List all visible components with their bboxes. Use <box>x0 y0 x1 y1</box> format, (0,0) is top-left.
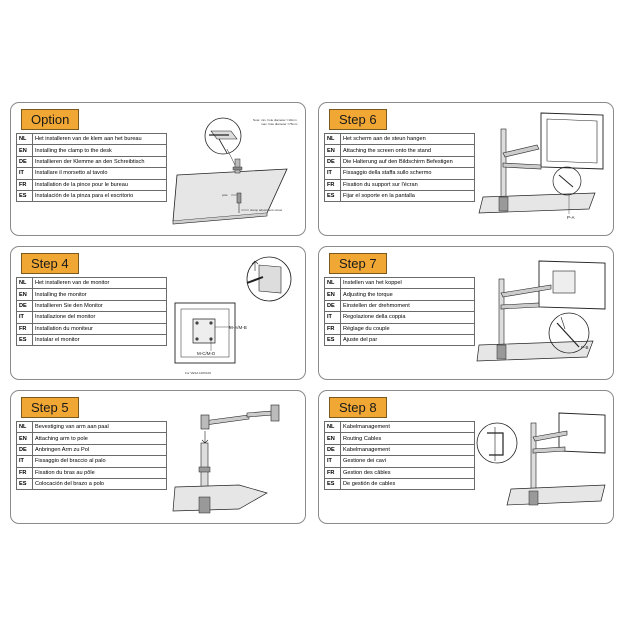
table-row: EN Installing the clamp to the desk <box>17 145 167 156</box>
table-row: NL Het scherm aan de steun hangen <box>325 134 475 145</box>
table-row: DE Installieren Sie den Monitor <box>17 300 167 311</box>
table-row: ES De gestión de cables <box>325 478 475 489</box>
desk-clamp-diagram <box>167 109 301 233</box>
table-row: EN Routing Cables <box>325 433 475 444</box>
option-card <box>10 102 306 236</box>
table-row: DE Kabelmanagement <box>325 444 475 455</box>
table-row: DE Die Halterung auf den Bildschirm Befestigen <box>325 156 475 167</box>
table-row: DE Installieren der Klemme an den Schreibtisch <box>17 156 167 167</box>
table-row: EN Installing the monitor <box>17 289 167 300</box>
table-row: NL Het installeren van de monitor <box>17 278 167 289</box>
card-title: Step 5 <box>21 397 79 418</box>
table-row: FR Installation du moniteur <box>17 323 167 334</box>
table-row: FR Gestion des câbles <box>325 467 475 478</box>
step-8-card <box>318 390 614 524</box>
table-row: ES Fijar el soporte en la pantalla <box>325 190 475 201</box>
table-row: DE Anbringen Arm zu Pol <box>17 444 167 455</box>
step-6-card <box>318 102 614 236</box>
svg-text:M-A/M-B: M-A/M-B <box>229 325 247 330</box>
torque-adjust-diagram <box>475 253 609 377</box>
table-row: IT Fissaggio del braccio al palo <box>17 456 167 467</box>
step-4-card <box>10 246 306 380</box>
svg-text:P-B: P-B <box>581 345 589 350</box>
table-row: IT Fissaggio della staffa sullo schermo <box>325 168 475 179</box>
table-row: FR Réglage du couple <box>325 323 475 334</box>
torque-illustration <box>475 253 609 377</box>
table-row: EN Adjusting the torque <box>325 289 475 300</box>
monitor-stand-diagram <box>475 109 609 233</box>
step-7-card <box>318 246 614 380</box>
card-title: Step 7 <box>329 253 387 274</box>
table-row: NL Instellen van het koppel <box>325 278 475 289</box>
card-title: Step 8 <box>329 397 387 418</box>
table-row: IT Regolazione della coppia <box>325 312 475 323</box>
arm-attach-diagram <box>167 397 301 521</box>
table-row: NL Het installeren van de klem aan het bureau <box>17 134 167 145</box>
vesa-plate-diagram <box>167 253 301 377</box>
svg-text:For VESA 100X100: For VESA 100X100 <box>185 371 212 375</box>
clamp-illustration <box>167 109 301 233</box>
language-table <box>16 421 167 490</box>
svg-text:clamp adjustment screw: clamp adjustment screw <box>250 208 283 212</box>
language-table <box>16 277 167 346</box>
table-row: EN Attaching arm to pole <box>17 433 167 444</box>
cable-routing-illustration <box>475 397 609 521</box>
language-table <box>324 277 475 346</box>
svg-text:pole: pole <box>222 193 228 197</box>
screen-attach-illustration <box>475 109 609 233</box>
svg-text:Note: min. hole diameter =10mm: Note: min. hole diameter =10mm <box>253 118 297 122</box>
language-table <box>324 421 475 490</box>
table-row: ES Colocación del brazo a polo <box>17 478 167 489</box>
table-row: ES Instalar el monitor <box>17 334 167 345</box>
table-row: IT Installare il morsetto al tavolo <box>17 168 167 179</box>
cable-management-diagram <box>475 397 609 521</box>
arm-pole-illustration <box>167 397 301 521</box>
card-title: Option <box>21 109 79 130</box>
table-row: FR Fixation du support sur l'écran <box>325 179 475 190</box>
svg-text:P-A: P-A <box>567 215 575 220</box>
table-row: EN Attaching the screen onto the stand <box>325 145 475 156</box>
step-5-card <box>10 390 306 524</box>
svg-text:max. hole diameter =76mm: max. hole diameter =76mm <box>261 122 298 126</box>
table-row: NL Kabelmanagement <box>325 422 475 433</box>
table-row: IT Installazione del monitor <box>17 312 167 323</box>
card-title: Step 6 <box>329 109 387 130</box>
svg-text:M-C/M-D: M-C/M-D <box>197 351 216 356</box>
table-row: DE Einstellen der drehmoment <box>325 300 475 311</box>
table-row: FR Installation de la pince pour le bureau <box>17 179 167 190</box>
table-row: NL Bevestiging van arm aan paal <box>17 422 167 433</box>
language-table <box>16 133 167 202</box>
table-row: ES Instalación de la pinza para el escritorio <box>17 190 167 201</box>
card-title: Step 4 <box>21 253 79 274</box>
table-row: FR Fixation du bras au pôle <box>17 467 167 478</box>
table-row: IT Gestione dei cavi <box>325 456 475 467</box>
monitor-install-illustration <box>167 253 301 377</box>
language-table <box>324 133 475 202</box>
table-row: ES Ajuste del par <box>325 334 475 345</box>
